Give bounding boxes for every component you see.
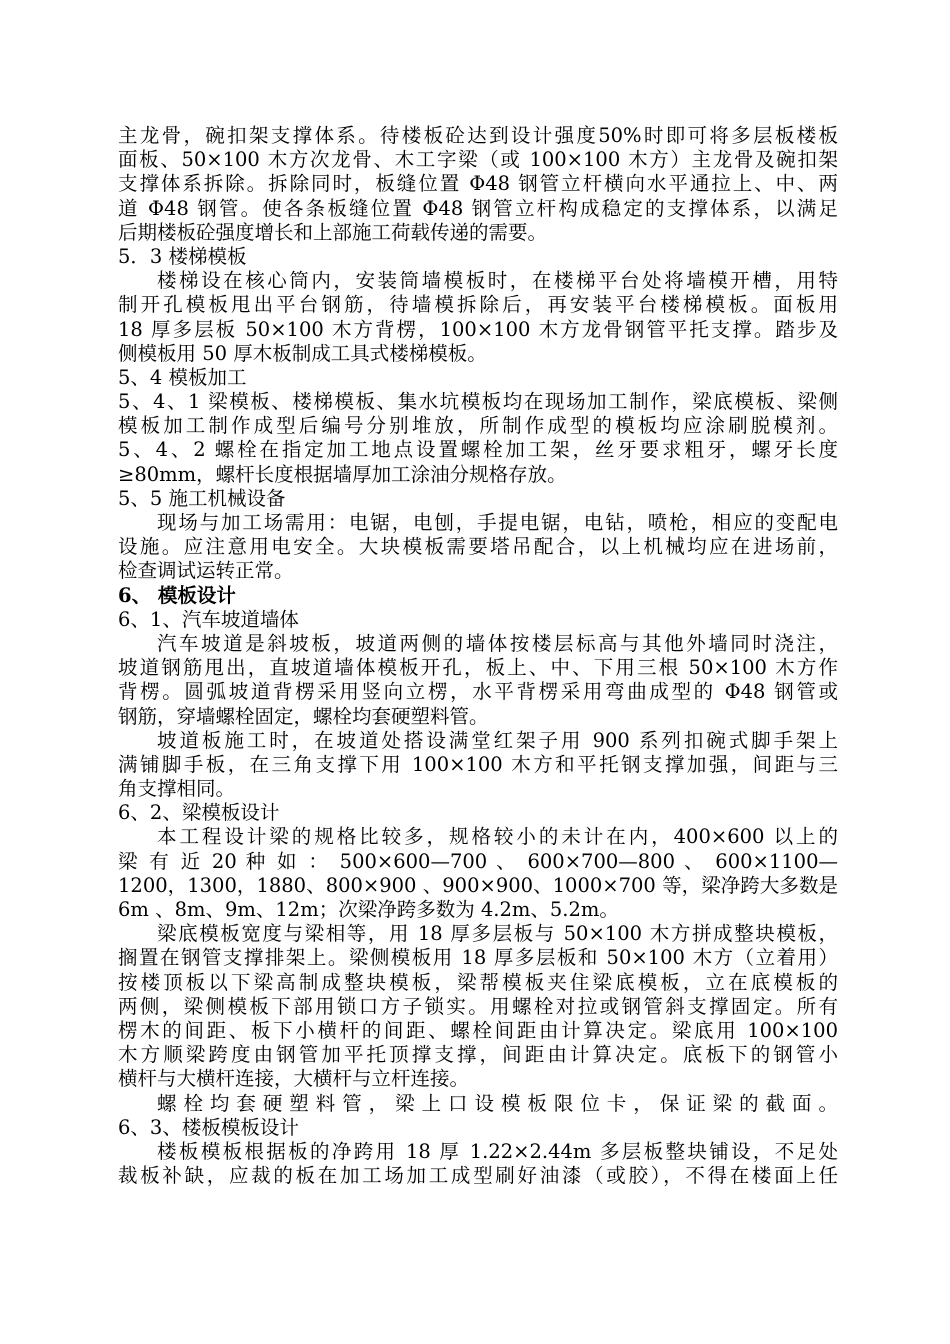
- text-line: 侧模板用 50 厚木板制成工具式楼梯模板。: [118, 341, 487, 365]
- text-line: 面板、50×100 木方次龙骨、木工字梁（或 100×100 木方）主龙骨及碗扣架: [118, 148, 838, 172]
- text-line: 楼梯设在核心筒内，安装筒墙模板时，在楼梯平台处将墙模开槽，用特: [157, 269, 838, 293]
- text-line: 5、4、2 螺栓在指定加工地点设置螺栓加工架，丝牙要求粗牙，螺牙长度: [118, 438, 838, 462]
- text-line: 5、4 模板加工: [118, 365, 247, 389]
- text-line: 检查调试运转正常。: [118, 559, 294, 583]
- text-line: 5、4、1 梁模板、楼梯模板、集水坑模板均在现场加工制作，梁底模板、梁侧: [118, 390, 838, 414]
- text-line: 制开孔模板甩出平台钢筋，待墙模拆除后，再安装平台楼梯模板。面板用: [118, 293, 838, 317]
- text-line: 角支撑相同。: [118, 777, 236, 801]
- text-line: 汽车坡道是斜坡板，坡道两侧的墙体按楼层标高与其他外墙同时浇注，: [157, 631, 838, 655]
- text-line: 梁 有 近 20 种 如 ： 500×600—700 、 600×700—800 、 600×1100—: [118, 849, 838, 873]
- text-line: 楼板模板根据板的净跨用 18 厚 1.22×2.44m 多层板整块铺设，不足处: [157, 1139, 838, 1163]
- text-line: 钢筋，穿墙螺栓固定，螺栓均套硬塑料管。: [118, 704, 489, 728]
- text-line: ≥80mm，螺杆长度根据墙厚加工涂油分规格存放。: [118, 462, 567, 486]
- text-line: 5、5 施工机械设备: [118, 486, 286, 510]
- text-line: 主龙骨，碗扣架支撑体系。待楼板砼达到设计强度50%时即可将多层板楼板: [118, 124, 838, 147]
- text-line: 搁置在钢管支撑排架上。梁侧模板用 18 厚多层板和 50×100 木方（立着用）: [118, 946, 838, 970]
- text-line: 1200，1300，1880、800×900 、900×900、1000×700 等，梁净跨大多数是: [118, 873, 838, 897]
- text-line: 按楼顶板以下梁高制成整块模板，梁帮模板夹住梁底模板，立在底模板的: [118, 970, 838, 994]
- text-line: 6、3、楼板模板设计: [118, 1115, 299, 1139]
- text-line: 背楞。圆弧坡道背楞采用竖向立楞，水平背楞采用弯曲成型的 Φ48 钢管或: [118, 680, 838, 704]
- text-line: 5．3 楼梯模板: [118, 244, 247, 268]
- text-line: 梁底模板宽度与梁相等，用 18 厚多层板与 50×100 木方拼成整块模板，: [157, 922, 838, 946]
- text-line: 后期楼板砼强度增长和上部施工荷载传递的需要。: [118, 220, 548, 244]
- text-line: 本工程设计梁的规格比较多，规格较小的未计在内，400×600 以上的: [157, 825, 838, 849]
- text-line: 坡道钢筋甩出，直坡道墙体模板开孔，板上、中、下用三根 50×100 木方作: [118, 656, 838, 680]
- text-line: 螺栓均套硬塑料管，梁上口设模板限位卡，保证梁的截面。: [157, 1091, 838, 1115]
- text-line: 楞木的间距、板下小横杆的间距、螺栓间距由计算决定。梁底用 100×100: [118, 1018, 838, 1042]
- text-line: 18 厚多层板 50×100 木方背楞，100×100 木方龙骨钢管平托支撑。踏步及: [118, 317, 838, 341]
- text-line: 木方顺梁跨度由钢管加平托顶撑支撑，间距由计算决定。底板下的钢管小: [118, 1043, 838, 1067]
- text-line: 模板加工制作成型后编号分别堆放，所制作成型的模板均应涂刷脱模剂。: [118, 414, 838, 438]
- document-page: [118, 124, 838, 1188]
- text-line: 现场与加工场需用：电锯，电刨，手提电锯，电钻，喷枪，相应的变配电: [157, 511, 838, 534]
- text-line: 6、2、梁模板设计: [118, 801, 280, 825]
- text-line: 裁板补缺，应裁的板在加工场加工成型刷好油漆（或胶），不得在楼面上任: [118, 1164, 838, 1188]
- text-line: 6、1、汽车坡道墙体: [118, 607, 299, 631]
- text-line: 道 Φ48 钢管。使各条板缝位置 Φ48 钢管立杆构成稳定的支撑体系，以满足: [118, 196, 838, 220]
- section-heading: 6、 模板设计: [118, 583, 236, 607]
- text-line: 两侧，梁侧模板下部用锁口方子锁实。用螺栓对拉或钢管斜支撑固定。所有: [118, 994, 838, 1018]
- text-line: 6m 、8m、9m、12m；次梁净跨多数为 4.2m、5.2m。: [118, 898, 619, 921]
- text-line: 满铺脚手板，在三角支撑下用 100×100 木方和平托钢支撑加强，间距与三: [118, 752, 838, 776]
- text-line: 支撑体系拆除。拆除同时，板缝位置 Φ48 钢管立杆横向水平通拉上、中、两: [118, 172, 838, 196]
- text-line: 设施。应注意用电安全。大块模板需要塔吊配合，以上机械均应在进场前，: [118, 535, 838, 559]
- text-line: 坡道板施工时，在坡道处搭设满堂红架子用 900 系列扣碗式脚手架上: [157, 728, 838, 752]
- text-line: 横杆与大横杆连接，大横杆与立杆连接。: [118, 1067, 470, 1091]
